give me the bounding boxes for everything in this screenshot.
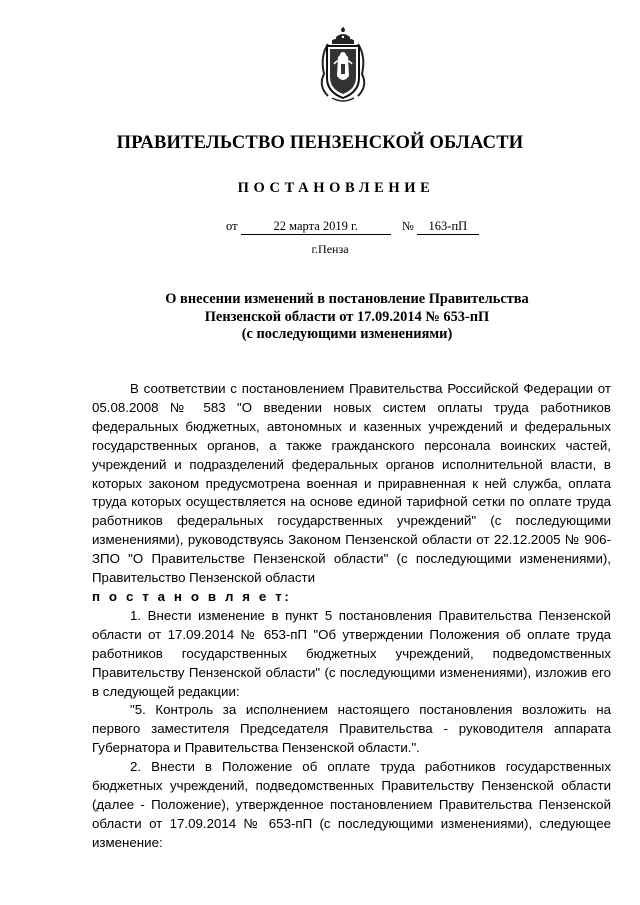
item-2-paragraph: 2. Внести в Положение об оплате труда работников государственных бюджетных учреждений, подведомственных Правительству Пензенской области (далее - Положение), утвержденное постановлением Правительства Пензенской области от 17.09.2014 № 653-пП (с последующими изменениями), следующее изменение: xyxy=(92,759,611,850)
subject-line: Пензенской области от 17.09.2014 № 653-пП xyxy=(204,308,490,325)
government-title: ПРАВИТЕЛЬСТВО ПЕНЗЕНСКОЙ ОБЛАСТИ xyxy=(116,133,524,153)
coat-of-arms-emblem xyxy=(314,26,372,104)
subject-line: О внесении изменений в постановление Правительства xyxy=(165,291,529,307)
preamble-text: В соответствии с постановлением Правительства Российской Федерации от 05.08.2008 № 583 "О введении новых систем оплаты труда работников федеральных бюджетных, автономных и казенных учреждений и федеральных государственных органов, а также гражданского персонала воинских частей, учреждений и подразделений федеральных органов исполнительной власти, в которых законом предусмотрена военная и приравненная к ней служба, оплата труда которых осуществляется на основе единой тарифной сетки по оплате труда работников федеральных государственных учреждений" (с последующими изменениями), руководствуясь Законом Пензенской области от 22.12.2005 № 906-ЗПО "О Правительстве Пензенской области" (с последующими изменениями), Правительство Пензенской области xyxy=(92,381,611,586)
number-prefix: № xyxy=(401,219,414,233)
item-1-paragraph: 1. Внести изменение в пункт 5 постановления Правительства Пензенской области от 17.09.2014 № 653-пП "Об утверждении Положения об оплате труда работников государственных бюджетных учреждений, подведомственных Правительству Пензенской области" (с последующими изменениями), изложив его в следующей редакции: xyxy=(92,607,611,699)
date-prefix: от xyxy=(226,219,238,233)
city: г.Пенза xyxy=(311,242,349,256)
item-1-quote-paragraph: "5. Контроль за исполнением настоящего постановления возложить на первого заместителя Председателя Правительства - руководителя аппарата Губернатора и Правительства Пензенской области.". xyxy=(92,702,611,756)
document-type-heading: ПОСТАНОВЛЕНИЕ xyxy=(237,180,435,196)
number-value: 163-пП xyxy=(417,219,479,235)
document-body xyxy=(92,380,611,853)
subject-heading xyxy=(0,291,640,344)
preamble-paragraph xyxy=(92,380,611,607)
date-value: 22 марта 2019 г. xyxy=(241,219,391,235)
resolves-word: п о с т а н о в л я е т: xyxy=(92,588,292,604)
date-number-line xyxy=(226,219,479,235)
subject-line: (с последующими изменениями) xyxy=(241,326,453,342)
